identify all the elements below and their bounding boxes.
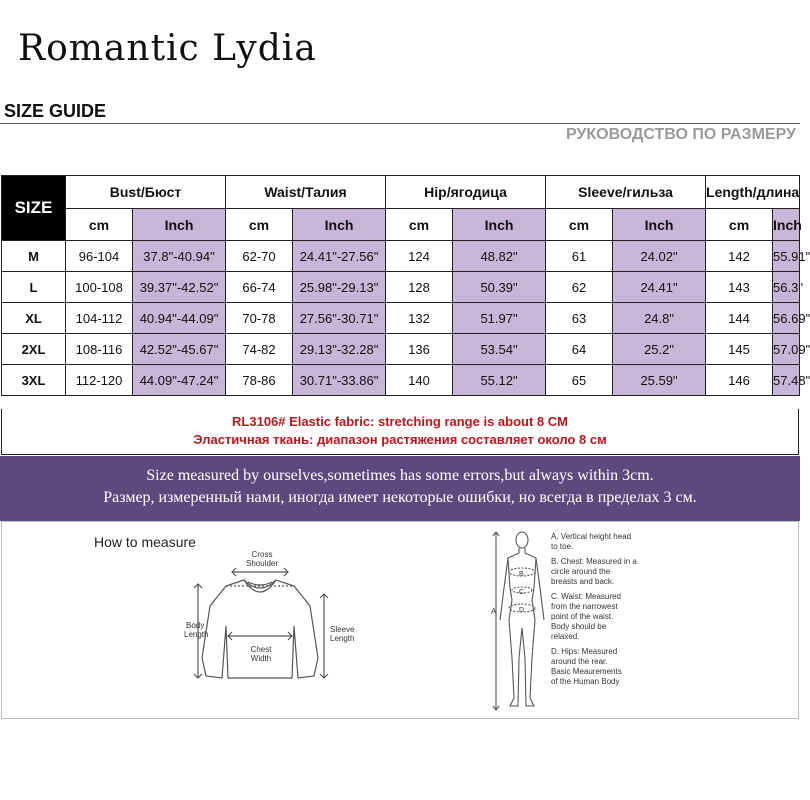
measure-note-line: relaxed.: [551, 632, 580, 641]
inch-cell: 24.41"-27.56": [293, 241, 386, 272]
measure-note-line: to toe.: [551, 542, 574, 551]
body-length-label: Body: [186, 621, 205, 630]
size-guide-title-ru: РУКОВОДСТВО ПО РАЗМЕРУ: [565, 126, 796, 143]
cm-cell: 66-74: [226, 272, 293, 303]
fabric-note-en: RL3106# Elastic fabric: stretching range is about 8 CM: [232, 414, 568, 429]
measurement-disclaimer: [0, 456, 800, 521]
inch-cell: 48.82": [453, 241, 546, 272]
cm-cell: 136: [386, 334, 453, 365]
inch-cell: 24.41": [613, 272, 706, 303]
brand-logo: Romantic Lydia: [18, 28, 317, 69]
cm-cell: 63: [546, 303, 613, 334]
fabric-note-ru: Эластичная ткань: диапазон растяжения составляет около 8 см: [193, 432, 607, 447]
column-group-waist: Waist/Талия: [226, 176, 386, 209]
cm-cell: 124: [386, 241, 453, 272]
cm-cell: 140: [386, 365, 453, 396]
unit-inch: Inch: [293, 209, 386, 241]
measure-note-line: B. Chest: Measured in a: [551, 557, 637, 566]
inch-cell: 25.98"-29.13": [293, 272, 386, 303]
disclaimer-ru: Размер, измеренный нами, иногда имеет некоторые ошибки, но всегда в пределах 3 см.: [103, 489, 697, 506]
measure-note-line: A. Vertical height head: [551, 532, 632, 541]
unit-cm: cm: [546, 209, 613, 241]
column-group-length: Length/длина: [706, 176, 800, 209]
size-cell: XL: [2, 303, 66, 334]
sweater-measure-diagram: [182, 548, 355, 698]
measure-note-line: breasts and back.: [551, 577, 615, 586]
disclaimer-en: Size measured by ourselves,sometimes has some errors,but always within 3cm.: [146, 467, 654, 484]
marker-a: A: [491, 607, 497, 616]
cm-cell: 132: [386, 303, 453, 334]
sleeve-length-label: Length: [330, 634, 355, 643]
unit-inch: Inch: [453, 209, 546, 241]
measure-note: [551, 557, 637, 587]
inch-cell: 25.59": [613, 365, 706, 396]
cm-cell: 143: [706, 272, 773, 303]
inch-cell: 56.3": [773, 272, 800, 303]
size-guide-title: SIZE GUIDE: [4, 101, 107, 121]
inch-cell: 55.12": [453, 365, 546, 396]
inch-cell: 30.71"-33.86": [293, 365, 386, 396]
inch-cell: 50.39": [453, 272, 546, 303]
cm-cell: 61: [546, 241, 613, 272]
how-to-measure-title: How to measure: [94, 534, 196, 550]
inch-cell: 53.54": [453, 334, 546, 365]
chest-width-label: Chest: [250, 645, 272, 654]
measure-note-line: circle around the: [551, 567, 611, 576]
cm-cell: 62-70: [226, 241, 293, 272]
unit-cm: cm: [386, 209, 453, 241]
cm-cell: 128: [386, 272, 453, 303]
cm-cell: 78-86: [226, 365, 293, 396]
size-table-body: [2, 241, 810, 396]
measure-notes: [551, 532, 637, 692]
unit-cm: cm: [66, 209, 133, 241]
inch-cell: 42.52"-45.67": [133, 334, 226, 365]
marker-c: C: [519, 589, 525, 596]
cm-cell: 62: [546, 272, 613, 303]
inch-cell: 56.69": [773, 303, 800, 334]
measure-note-line: from the narrowest: [551, 602, 618, 611]
human-body-diagram: [492, 528, 552, 718]
inch-cell: 27.56"-30.71": [293, 303, 386, 334]
measure-note-line: Body should be: [551, 622, 607, 631]
cm-cell: 100-108: [66, 272, 133, 303]
divider: [0, 123, 800, 124]
size-header: SIZE: [2, 176, 66, 241]
how-to-measure-panel: [1, 521, 799, 719]
unit-inch: Inch: [773, 209, 800, 241]
cm-cell: 70-78: [226, 303, 293, 334]
cm-cell: 96-104: [66, 241, 133, 272]
size-table: [1, 175, 810, 396]
inch-cell: 57.48": [773, 365, 800, 396]
inch-cell: 51.97": [453, 303, 546, 334]
inch-cell: 24.8": [613, 303, 706, 334]
column-group-bust: Bust/Бюст: [66, 176, 226, 209]
measure-note: [551, 532, 637, 552]
chest-width-label: Width: [250, 654, 272, 663]
size-row: [2, 241, 800, 272]
cross-shoulder-label: Cross: [251, 550, 273, 559]
measure-note-line: C. Waist: Measured: [551, 592, 621, 601]
size-row: [2, 303, 800, 334]
inch-cell: 37.8"-40.94": [133, 241, 226, 272]
inch-cell: 29.13"-32.28": [293, 334, 386, 365]
cm-cell: 108-116: [66, 334, 133, 365]
size-cell: 3XL: [2, 365, 66, 396]
inch-cell: 57.09": [773, 334, 800, 365]
body-length-label: Length: [184, 630, 209, 639]
size-cell: M: [2, 241, 66, 272]
measure-note-line: point of the waist.: [551, 612, 614, 621]
measure-note-line: of the Human Body: [551, 677, 620, 686]
sleeve-length-label: Sleeve: [330, 625, 355, 634]
unit-cm: cm: [226, 209, 293, 241]
marker-b: B: [519, 571, 524, 578]
inch-cell: 55.91": [773, 241, 800, 272]
unit-cm: cm: [706, 209, 773, 241]
measure-note: [551, 647, 637, 687]
cm-cell: 142: [706, 241, 773, 272]
size-row: [2, 272, 800, 303]
inch-cell: 44.09"-47.24": [133, 365, 226, 396]
measure-note: [551, 592, 637, 642]
size-cell: 2XL: [2, 334, 66, 365]
fabric-note: [1, 409, 799, 455]
cm-cell: 65: [546, 365, 613, 396]
inch-cell: 40.94"-44.09": [133, 303, 226, 334]
measure-note-line: around the rear.: [551, 657, 608, 666]
inch-cell: 39.37"-42.52": [133, 272, 226, 303]
cm-cell: 112-120: [66, 365, 133, 396]
marker-d: D: [519, 607, 525, 614]
cm-cell: 64: [546, 334, 613, 365]
inch-cell: 24.02": [613, 241, 706, 272]
column-group-sleeve: Sleeve/гильза: [546, 176, 706, 209]
measure-note-line: Basic Meaurements: [551, 667, 622, 676]
cross-shoulder-label: Shoulder: [245, 559, 279, 568]
inch-cell: 25.2": [613, 334, 706, 365]
cm-cell: 145: [706, 334, 773, 365]
measure-note-line: D. Hips: Measured: [551, 647, 618, 656]
size-row: [2, 334, 800, 365]
cm-cell: 144: [706, 303, 773, 334]
size-row: [2, 365, 800, 396]
cm-cell: 74-82: [226, 334, 293, 365]
size-cell: L: [2, 272, 66, 303]
column-group-hip: Hip/ягодица: [386, 176, 546, 209]
unit-inch: Inch: [613, 209, 706, 241]
cm-cell: 146: [706, 365, 773, 396]
unit-inch: Inch: [133, 209, 226, 241]
cm-cell: 104-112: [66, 303, 133, 334]
